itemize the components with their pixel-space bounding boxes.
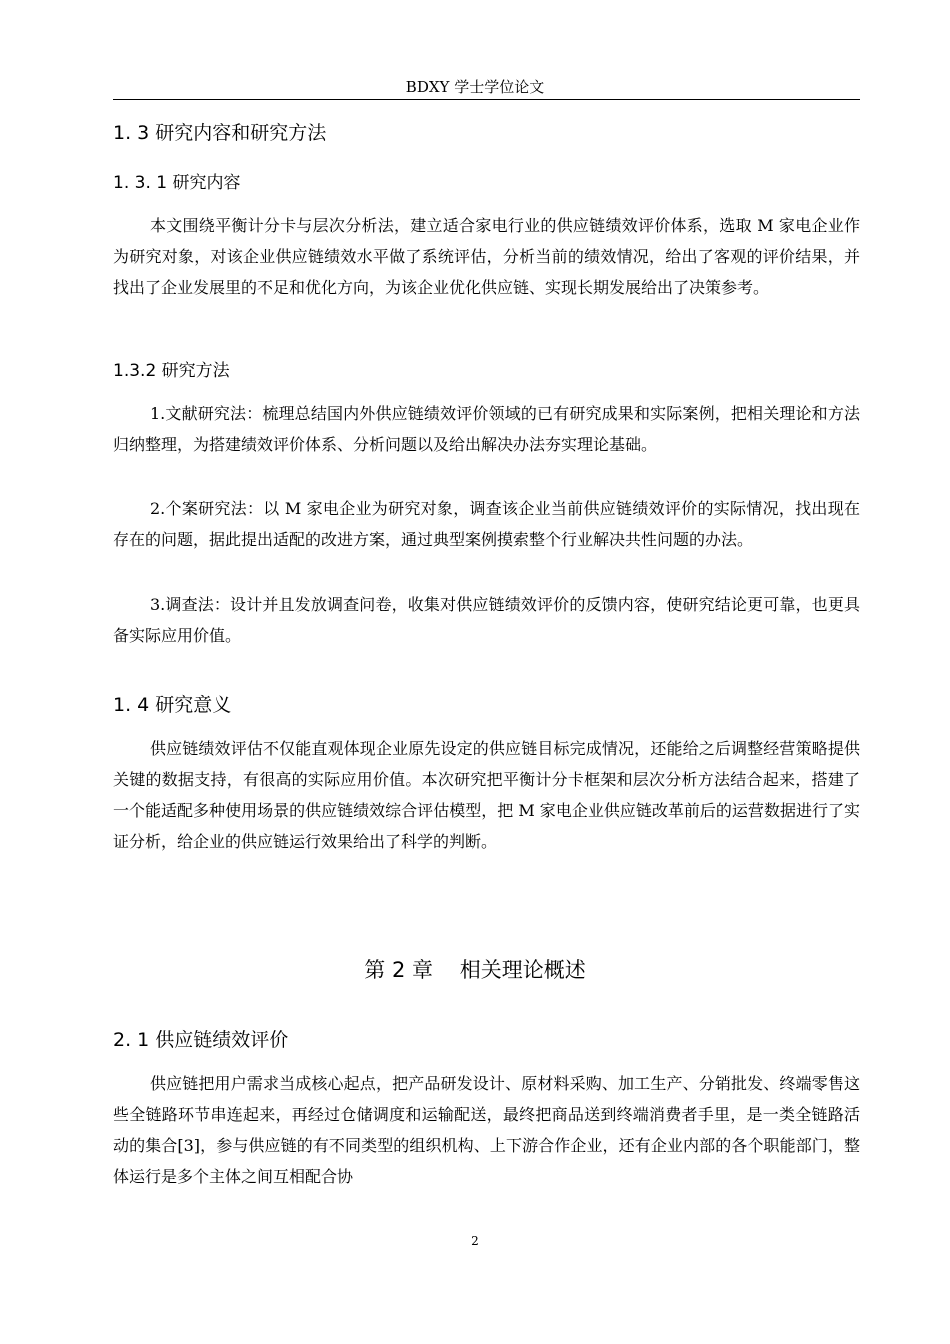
section-heading-1-3-1: 1. 3. 1 研究内容: [113, 173, 241, 193]
running-header: BDXY 学士学位论文: [405, 78, 545, 96]
paragraph-literature-method: 1.文献研究法：梳理总结国内外供应链绩效评价领域的已有研究成果和实际案例，把相关理论和方法归纳整理，为搭建绩效评价体系、分析问题以及给出解决办法夯实理论基础。: [113, 404, 860, 454]
paragraph-research-content: 本文围绕平衡计分卡与层次分析法，建立适合家电行业的供应链绩效评价体系，选取 M 家电企业作为研究对象，对该企业供应链绩效水平做了系统评估，分析当前的绩效情况，给出了客观的评价结果，并找出了企业发展里的不足和优化方向，为该企业优化供应链、实现长期发展给出了决策参考。: [113, 216, 860, 297]
section-heading-1-3: 1. 3 研究内容和研究方法: [113, 122, 327, 144]
header-divider: [113, 99, 860, 100]
paragraph-case-study-method: 2.个案研究法：以 M 家电企业为研究对象，调查该企业当前供应链绩效评价的实际情况，找出现在存在的问题，据此提出适配的改进方案，通过典型案例摸索整个行业解决共性问题的办法。: [113, 499, 860, 549]
chapter-title: 第 2 章 相关理论概述: [364, 958, 586, 982]
paragraph-research-significance: 供应链绩效评估不仅能直观体现企业原先设定的供应链目标完成情况，还能给之后调整经营策略提供关键的数据支持，有很高的实际应用价值。本次研究把平衡计分卡框架和层次分析方法结合起来，搭建了一个能适配多种使用场景的供应链绩效综合评估模型，把 M 家电企业供应链改革前后的运营数据进行了实证分析，给企业的供应链运行效果给出了科学的判断。: [113, 739, 860, 851]
section-heading-1-3-2: 1.3.2 研究方法: [113, 361, 230, 381]
paragraph-survey-method: 3.调查法：设计并且发放调查问卷，收集对供应链绩效评价的反馈内容，使研究结论更可靠，也更具备实际应用价值。: [113, 595, 860, 645]
section-heading-1-4: 1. 4 研究意义: [113, 694, 232, 716]
paragraph-supply-chain-definition: 供应链把用户需求当成核心起点，把产品研发设计、原材料采购、加工生产、分销批发、终端零售这些全链路环节串连起来，再经过仓储调度和运输配送，最终把商品送到终端消费者手里，是一类全链路活动的集合[3]，参与供应链的有不同类型的组织机构、上下游合作企业，还有企业内部的各个职能部门，整体运行是多个主体之间互相配合协: [113, 1074, 860, 1186]
page-number: 2: [471, 1234, 479, 1248]
section-heading-2-1: 2. 1 供应链绩效评价: [113, 1029, 289, 1051]
